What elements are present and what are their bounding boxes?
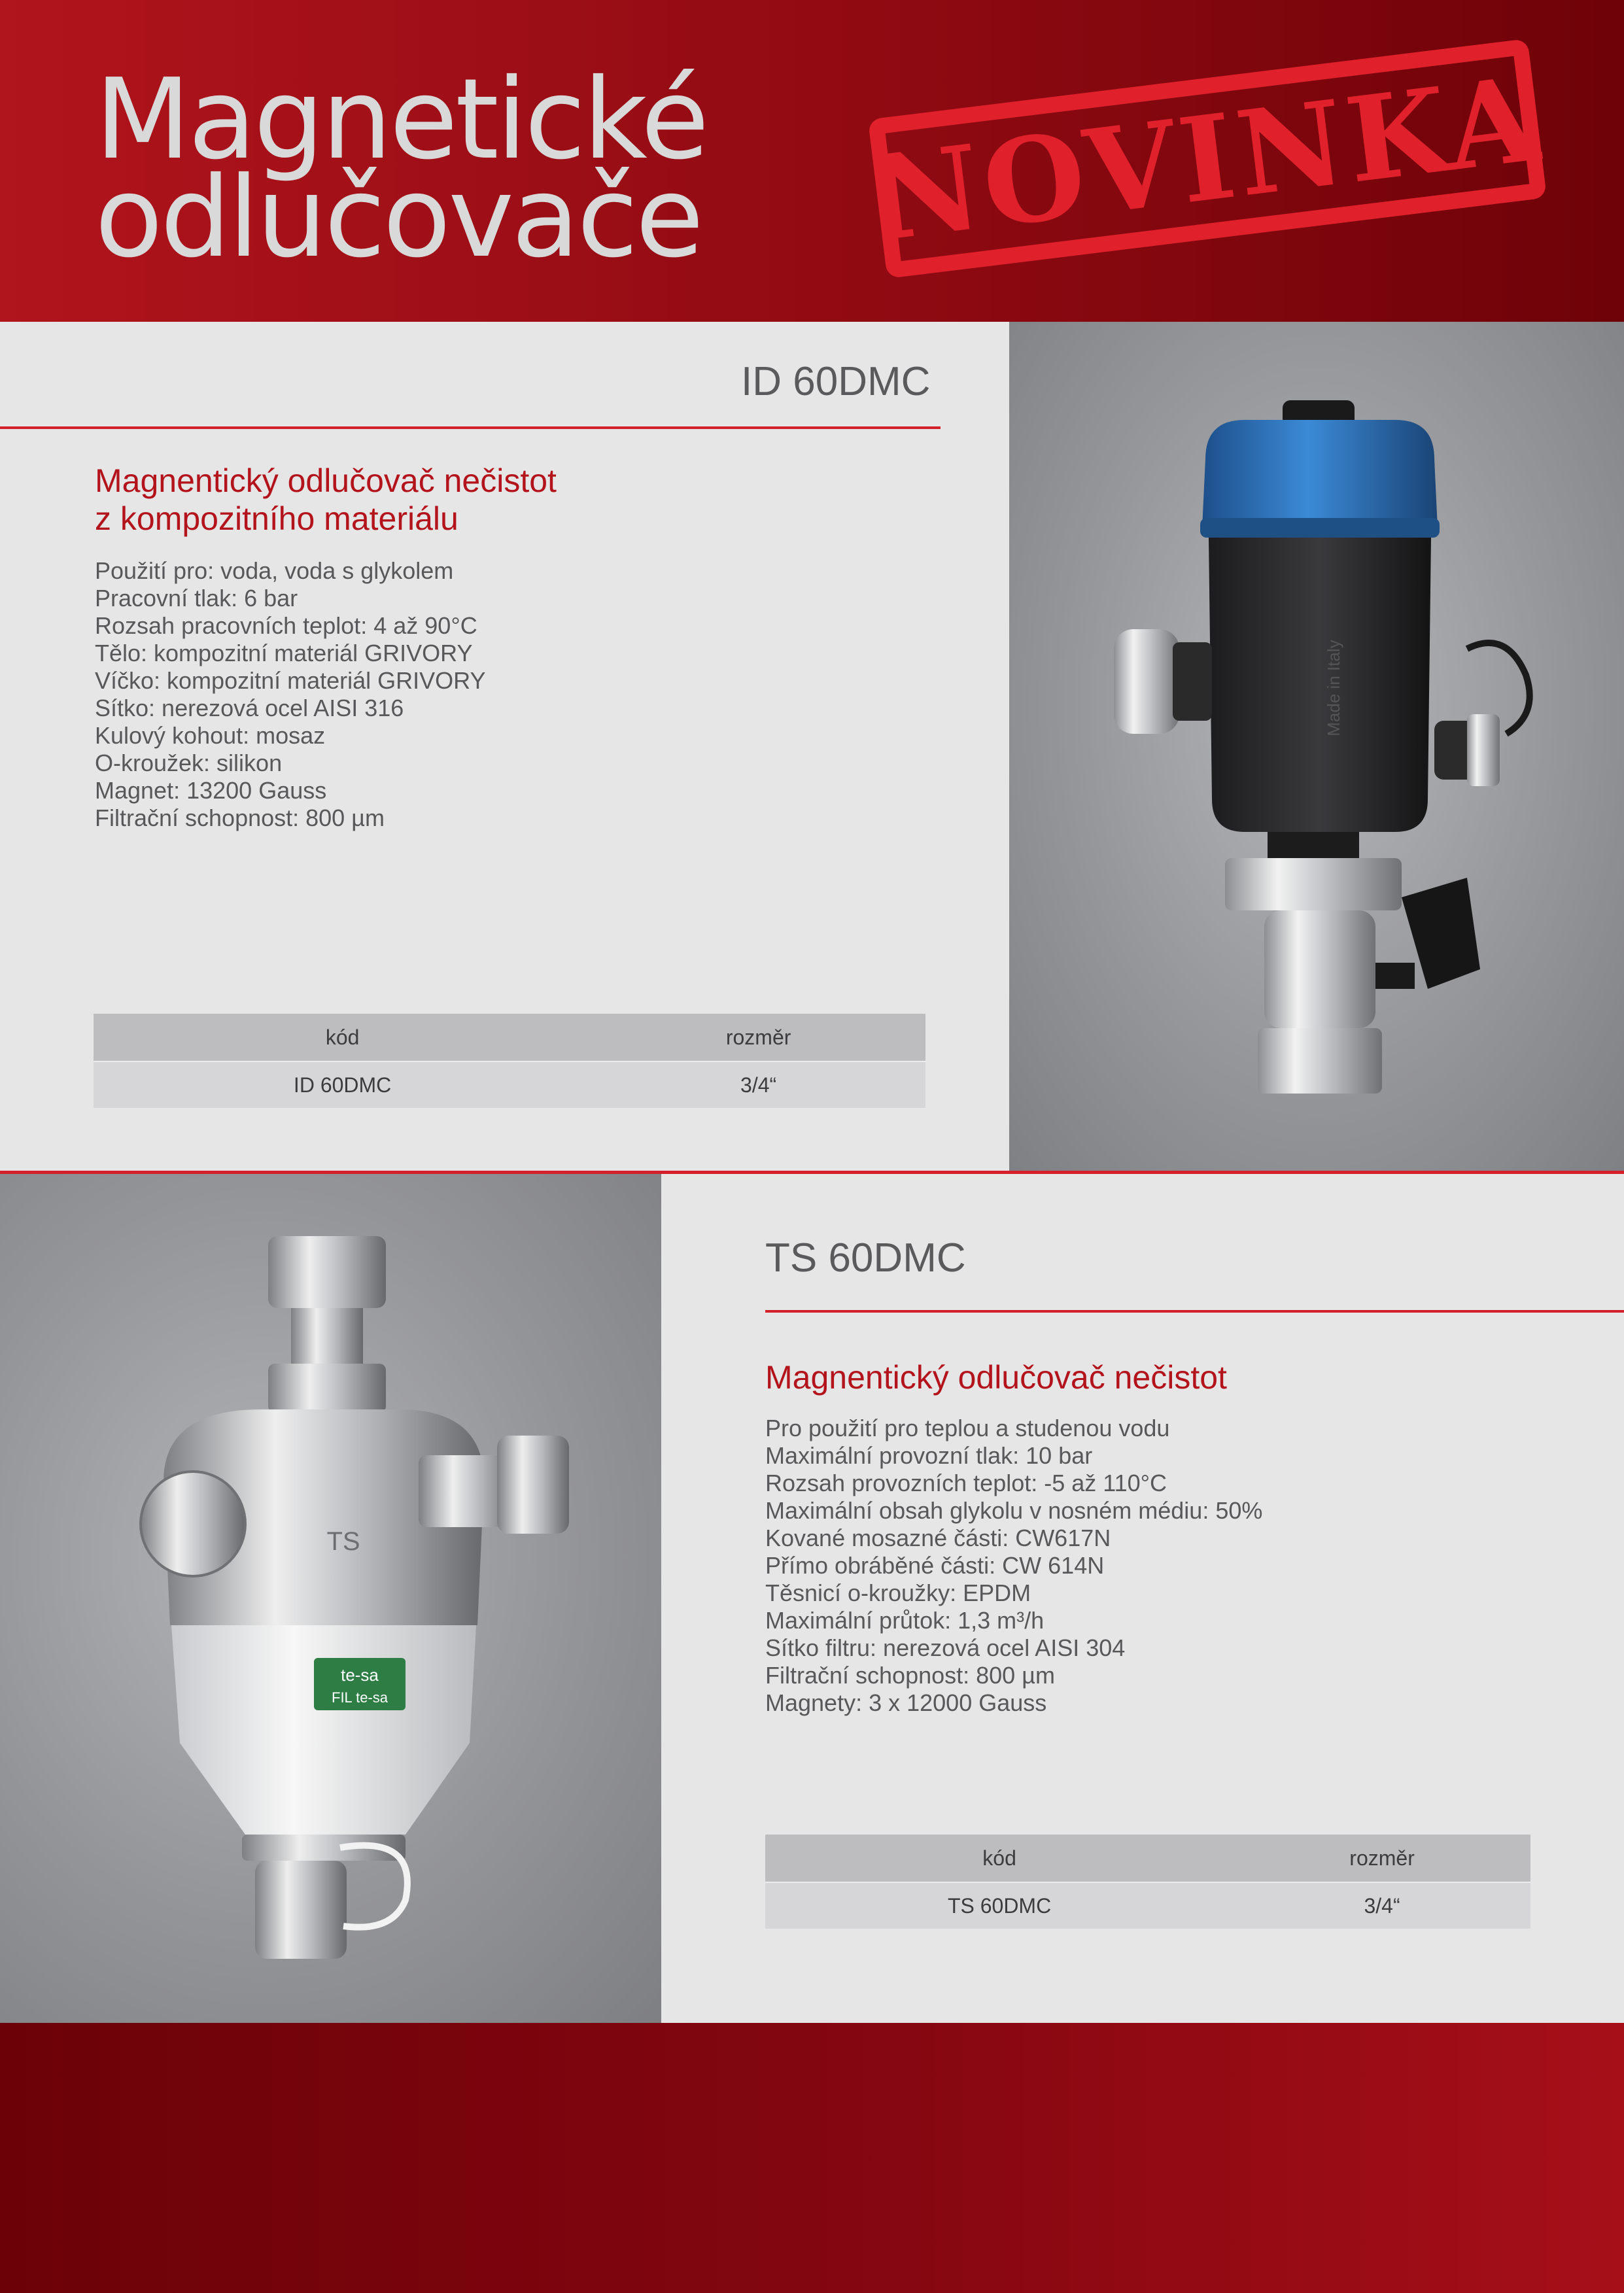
spec-item: Přímo obráběné části: CW 614N: [765, 1552, 1105, 1579]
product-subtitle-line1: Magnentický odlučovač nečistot: [765, 1359, 1227, 1396]
te-sa-logo: te-sa: [341, 1665, 379, 1685]
spec-item: Kulový kohout: mosaz: [95, 722, 326, 749]
product-photo-panel-id60dmc: [1009, 322, 1624, 1173]
table-row: [94, 1061, 925, 1108]
footer-band: [0, 2023, 1624, 2293]
spec-item: Maximální obsah glykolu v nosném médiu: 50%: [765, 1497, 1263, 1524]
product-subtitle-line2: z kompozitního materiálu: [95, 500, 458, 537]
table-cell-code: TS 60DMC: [765, 1882, 1234, 1929]
product-code-id60dmc: ID 60DMC: [741, 359, 931, 404]
table-cell-code: ID 60DMC: [94, 1061, 591, 1108]
header-banner: [0, 0, 1624, 322]
section-rule-ts60dmc: [765, 1310, 1624, 1313]
table-header-code: kód: [765, 1835, 1234, 1882]
spec-item: Pracovní tlak: 6 bar: [95, 585, 298, 612]
spec-item: Pro použití pro teplou a studenou vodu: [765, 1415, 1170, 1441]
spec-table-id60dmc: [94, 1014, 925, 1108]
ts-emboss: TS: [326, 1527, 360, 1556]
spec-item: Filtrační schopnost: 800 µm: [95, 804, 385, 831]
fil-te-sa-label: FIL te-sa: [332, 1689, 388, 1706]
spec-item: Filtrační schopnost: 800 µm: [765, 1662, 1055, 1689]
spec-item: Víčko: kompozitní materiál GRIVORY: [95, 667, 486, 694]
spec-list-ts60dmc: [765, 1415, 1262, 1717]
spec-item: Sítko: nerezová ocel AISI 316: [95, 695, 404, 721]
spec-item: Rozsah provozních teplot: -5 až 110°C: [765, 1470, 1167, 1496]
made-in-italy-mark: Made in Italy: [1324, 640, 1343, 736]
spec-list-id60dmc: [95, 557, 486, 832]
table-header-size: rozměr: [591, 1014, 925, 1061]
ts60dmc-product-image: [0, 1174, 661, 2023]
page-title-line2: odlučovače: [95, 153, 702, 283]
table-header-row: [765, 1835, 1530, 1882]
product-subtitle-ts60dmc: [765, 1358, 1227, 1396]
novinka-stamp: [865, 39, 1549, 279]
spec-table-ts60dmc: [765, 1835, 1530, 1929]
product-subtitle-id60dmc: [95, 462, 557, 538]
table-cell-size: 3/4“: [1234, 1882, 1530, 1929]
section-rule-id60dmc: [0, 426, 941, 429]
spec-item: Těsnicí o-kroužky: EPDM: [765, 1579, 1031, 1606]
spec-item: Sítko filtru: nerezová ocel AISI 304: [765, 1634, 1126, 1661]
spec-item: Magnet: 13200 Gauss: [95, 777, 327, 804]
spec-item: Maximální průtok: 1,3 m³/h: [765, 1607, 1045, 1634]
spec-item: O-kroužek: silikon: [95, 750, 283, 776]
spec-item: Použití pro: voda, voda s glykolem: [95, 557, 454, 584]
product-photo-panel-ts60dmc: [0, 1174, 661, 2023]
spec-item: Kované mosazné části: CW617N: [765, 1525, 1111, 1551]
id60dmc-product-image: [1009, 322, 1624, 1173]
product-subtitle-line1: Magnentický odlučovač nečistot: [95, 462, 557, 499]
table-cell-size: 3/4“: [591, 1061, 925, 1108]
page-title: [95, 55, 707, 283]
table-header-row: [94, 1014, 925, 1061]
spec-item: Tělo: kompozitní materiál GRIVORY: [95, 640, 473, 666]
table-header-code: kód: [94, 1014, 591, 1061]
spec-item: Maximální provozní tlak: 10 bar: [765, 1442, 1093, 1469]
spec-item: Magnety: 3 x 12000 Gauss: [765, 1689, 1047, 1716]
table-row: [765, 1882, 1530, 1929]
product-code-ts60dmc: TS 60DMC: [765, 1235, 966, 1281]
stamp-text: NOVINKA: [865, 50, 1549, 267]
spec-item: Rozsah pracovních teplot: 4 až 90°C: [95, 612, 477, 639]
table-header-size: rozměr: [1234, 1835, 1530, 1882]
page-title-line1: Magnetické: [95, 55, 707, 184]
